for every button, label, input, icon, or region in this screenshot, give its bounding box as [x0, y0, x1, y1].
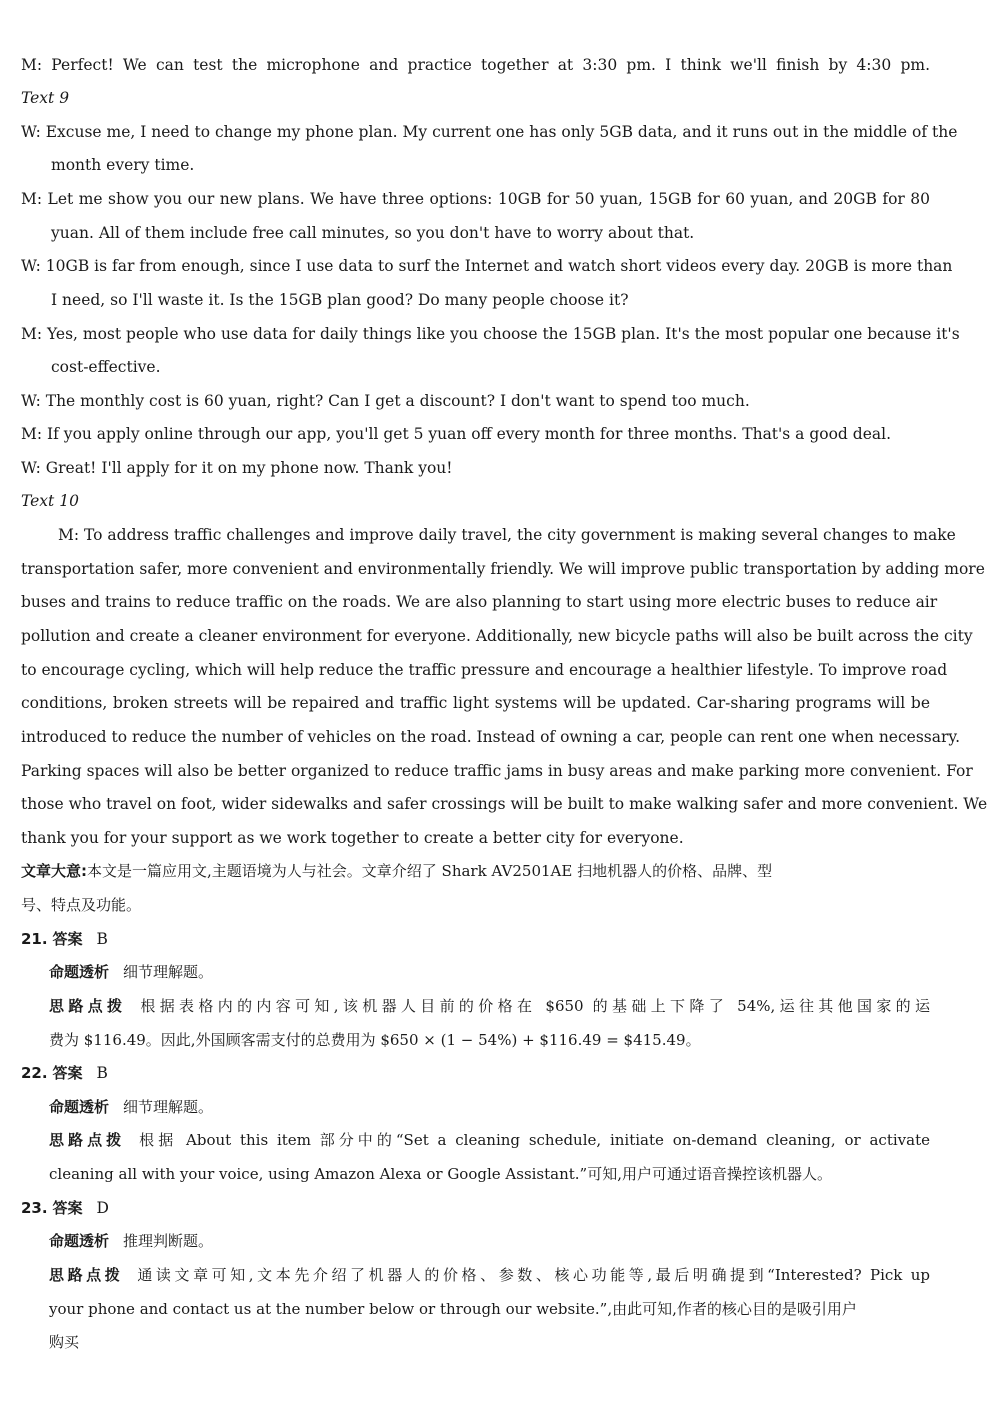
summary-line: 号、特点及功能。 [21, 896, 142, 914]
dialogue-line: I need, so I'll waste it. Is the 15GB plan good? Do many people choose it? [51, 291, 629, 309]
question-type [49, 1231, 928, 1251]
hint-line: your phone and contact us at the number below or through our website.”,由此可知,作者的核心目的是吸引用户 [49, 1300, 857, 1318]
hint-text: 通读文章可知,文本先介绍了机器人的价格、参数、核心功能等,最后明确提到“Interested? Pick up [137, 1266, 930, 1284]
dialogue-line: W: 10GB is far from enough, since I use data to surf the Internet and watch short videos every day. 20GB is more than [21, 257, 953, 275]
hint-text: 根据 About this item 部分中的“Set a cleaning schedule, initiate on-demand cleaning, or activate [139, 1131, 930, 1149]
answer-label: 答案 [52, 930, 83, 948]
answer-value: D [96, 1199, 109, 1217]
question-number: 21. [21, 930, 48, 948]
dialogue-line: month every time. [51, 156, 195, 174]
paragraph-line: conditions, broken streets will be repaired and traffic light systems will be updated. Car-sharing programs will be [21, 694, 930, 712]
dialogue-line: W: Great! I'll apply for it on my phone now. Thank you! [21, 459, 453, 477]
paragraph-line: M: To address traffic challenges and improve daily travel, the city government is making several changes to make [58, 526, 956, 544]
type-value: 推理判断题。 [123, 1232, 214, 1250]
summary-label: 文章大意: [21, 862, 87, 880]
type-label: 命题透析 [49, 963, 110, 981]
paragraph-line: Parking spaces will also be better organized to reduce traffic jams in busy areas and make parking more convenient. For [21, 762, 973, 780]
hint-line [49, 996, 930, 1016]
hint-line: cleaning all with your voice, using Amazon Alexa or Google Assistant.”可知,用户可通过语音操控该机器人。 [49, 1165, 832, 1183]
question-type [49, 1097, 928, 1117]
question-number: 23. [21, 1199, 48, 1217]
dialogue-line: yuan. All of them include free call minutes, so you don't have to worry about that. [51, 224, 695, 242]
answer-header [21, 1198, 930, 1218]
type-value: 细节理解题。 [123, 1098, 214, 1116]
question-type [49, 962, 928, 982]
hint-text: 根据表格内的内容可知,该机器人目前的价格在 $650 的基础上下降了 54%,运往其他国家的运 [140, 997, 930, 1015]
dialogue-line: W: The monthly cost is 60 yuan, right? Can I get a discount? I don't want to spend too much. [21, 392, 750, 410]
answer-label: 答案 [52, 1064, 83, 1082]
answer-header [21, 929, 930, 949]
type-value: 细节理解题。 [123, 963, 214, 981]
text9-title: Text 9 [21, 89, 70, 107]
hint-line-cut: 购买 [49, 1333, 80, 1351]
dialogue-line: M: Let me show you our new plans. We have three options: 10GB for 50 yuan, 15GB for 60 yuan, and 20GB for 80 [21, 190, 930, 208]
paragraph-line: transportation safer, more convenient and environmentally friendly. We will improve public transportation by adding more [21, 560, 985, 578]
hint-label: 思路点拨 [49, 1131, 126, 1149]
answer-value: B [96, 1064, 108, 1082]
paragraph-line: pollution and create a cleaner environment for everyone. Additionally, new bicycle paths will also be built across the city [21, 627, 973, 645]
paragraph-line: thank you for your support as we work together to create a better city for everyone. [21, 829, 684, 847]
dialogue-line: cost-effective. [51, 358, 161, 376]
paragraph-line: buses and trains to reduce traffic on the roads. We are also planning to start using more electric buses to reduce air [21, 593, 938, 611]
answer-value: B [96, 930, 108, 948]
hint-line: 费为 $116.49。因此,外国顾客需支付的总费用为 $650 × (1 − 54%) + $116.49 = $415.49。 [49, 1031, 701, 1049]
summary-text: 本文是一篇应用文,主题语境为人与社会。文章介绍了 Shark AV2501AE 扫地机器人的价格、品牌、型 [87, 862, 773, 880]
paragraph-line: those who travel on foot, wider sidewalks and safer crossings will be built to make walking safer and more convenient. We [21, 795, 987, 813]
dialogue-line: W: Excuse me, I need to change my phone plan. My current one has only 5GB data, and it runs out in the middle of the [21, 123, 958, 141]
text10-title: Text 10 [21, 492, 79, 510]
type-label: 命题透析 [49, 1232, 110, 1250]
answer-label: 答案 [52, 1199, 83, 1217]
hint-label: 思路点拨 [49, 997, 127, 1015]
summary-line [21, 861, 930, 881]
type-label: 命题透析 [49, 1098, 110, 1116]
hint-line [49, 1265, 930, 1285]
dialogue-line: M: If you apply online through our app, you'll get 5 yuan off every month for three months. That's a good deal. [21, 425, 892, 443]
question-number: 22. [21, 1064, 48, 1082]
dialogue-line: M: Yes, most people who use data for daily things like you choose the 15GB plan. It's the most popular one because it's [21, 325, 960, 343]
answer-header [21, 1063, 930, 1083]
paragraph-line: to encourage cycling, which will help reduce the traffic pressure and encourage a healthier lifestyle. To improve road [21, 661, 948, 679]
hint-label: 思路点拨 [49, 1266, 124, 1284]
paragraph-line: introduced to reduce the number of vehicles on the road. Instead of owning a car, people can rent one when necessary. [21, 728, 961, 746]
hint-line [49, 1130, 930, 1150]
dialogue-line: M: Perfect! We can test the microphone and practice together at 3:30 pm. I think we'll finish by 4:30 pm. [21, 56, 930, 74]
